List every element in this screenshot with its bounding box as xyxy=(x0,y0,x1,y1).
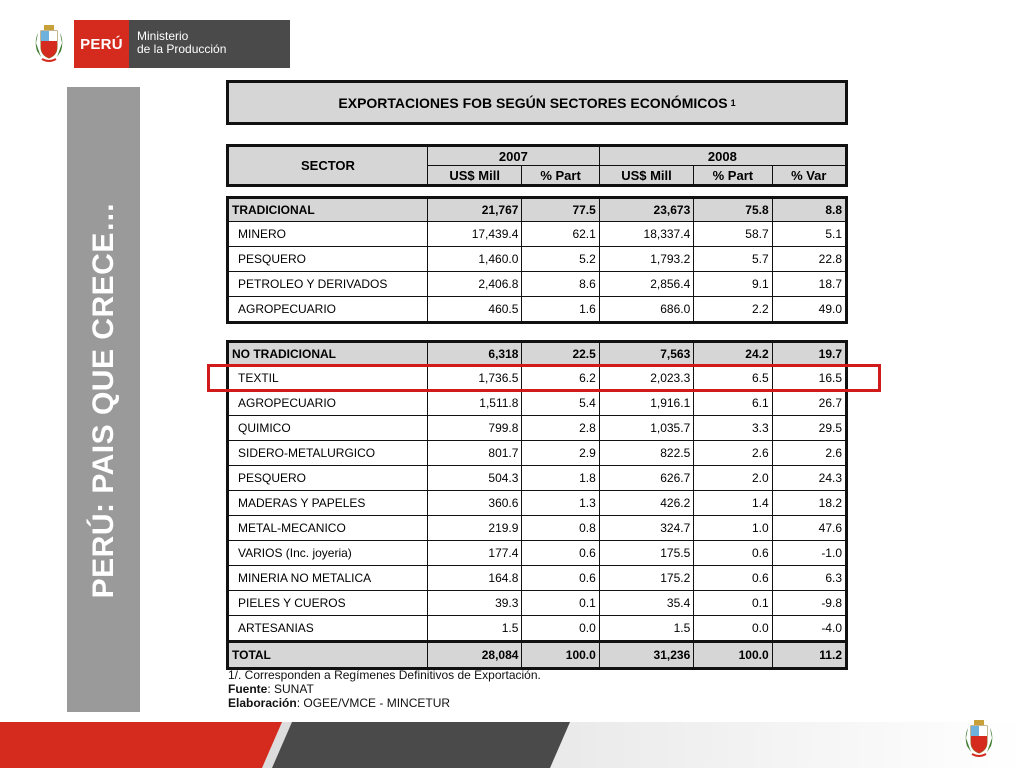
table-row xyxy=(228,516,847,541)
cell-part2008: 0.6 xyxy=(694,566,772,591)
cell-us2008: 2,856.4 xyxy=(599,272,693,297)
table-row xyxy=(228,247,847,272)
source-label: Fuente xyxy=(228,682,268,696)
table-row xyxy=(228,491,847,516)
total-var: 11.2 xyxy=(772,642,846,669)
cell-us2008: 626.7 xyxy=(599,466,693,491)
table-title xyxy=(226,80,848,125)
cell-part2008: 75.8 xyxy=(694,198,772,222)
cell-us2007: 801.7 xyxy=(427,441,521,466)
cell-sector: PESQUERO xyxy=(228,466,428,491)
cell-part2007: 2.8 xyxy=(522,416,599,441)
cell-us2007: 504.3 xyxy=(427,466,521,491)
total-us2007: 28,084 xyxy=(427,642,521,669)
cell-part2008: 9.1 xyxy=(694,272,772,297)
cell-sector: PIELES Y CUEROS xyxy=(228,591,428,616)
table-row xyxy=(228,591,847,616)
table-row xyxy=(228,391,847,416)
cell-us2008: 426.2 xyxy=(599,491,693,516)
cell-var: 2.6 xyxy=(772,441,846,466)
header-part-2007: % Part xyxy=(522,166,599,186)
cell-part2007: 22.5 xyxy=(522,342,599,366)
side-banner xyxy=(67,87,140,712)
cell-us2007: 21,767 xyxy=(427,198,521,222)
cell-sector: ARTESANIAS xyxy=(228,616,428,642)
cell-us2008: 1,793.2 xyxy=(599,247,693,272)
table-total xyxy=(226,640,848,670)
cell-part2008: 24.2 xyxy=(694,342,772,366)
cell-us2007: 177.4 xyxy=(427,541,521,566)
cell-var: 19.7 xyxy=(772,342,846,366)
table-header xyxy=(226,144,848,187)
cell-var: 22.8 xyxy=(772,247,846,272)
cell-var: 26.7 xyxy=(772,391,846,416)
header-part-2008: % Part xyxy=(694,166,772,186)
cell-part2008: 0.1 xyxy=(694,591,772,616)
header-year-2007: 2007 xyxy=(427,146,599,166)
footer-band xyxy=(0,722,1024,768)
cell-var: -9.8 xyxy=(772,591,846,616)
cell-part2008: 6.5 xyxy=(694,366,772,391)
cell-us2008: 822.5 xyxy=(599,441,693,466)
cell-part2008: 0.0 xyxy=(694,616,772,642)
cell-var: 29.5 xyxy=(772,416,846,441)
cell-us2007: 360.6 xyxy=(427,491,521,516)
cell-var: 18.2 xyxy=(772,491,846,516)
cell-us2007: 2,406.8 xyxy=(427,272,521,297)
cell-us2008: 175.5 xyxy=(599,541,693,566)
cell-part2008: 3.3 xyxy=(694,416,772,441)
cell-part2007: 77.5 xyxy=(522,198,599,222)
table-row xyxy=(228,466,847,491)
elaboration-value: : OGEE/VMCE - MINCETUR xyxy=(296,696,451,710)
cell-var: 6.3 xyxy=(772,566,846,591)
note-elaboration xyxy=(228,696,541,710)
cell-part2007: 0.0 xyxy=(522,616,599,642)
cell-sector: AGROPECUARIO xyxy=(228,297,428,323)
cell-var: 8.8 xyxy=(772,198,846,222)
header-year-2008: 2008 xyxy=(599,146,846,166)
cell-part2007: 1.6 xyxy=(522,297,599,323)
cell-part2007: 8.6 xyxy=(522,272,599,297)
note-1: 1/. Corresponden a Regímenes Definitivos de Exportación. xyxy=(228,668,541,682)
cell-var: 49.0 xyxy=(772,297,846,323)
cell-us2007: 164.8 xyxy=(427,566,521,591)
source-value: : SUNAT xyxy=(267,682,314,696)
cell-part2007: 62.1 xyxy=(522,222,599,247)
table-notes xyxy=(228,668,541,710)
cell-us2007: 6,318 xyxy=(427,342,521,366)
cell-part2008: 1.4 xyxy=(694,491,772,516)
header-us-2007: US$ Mill xyxy=(427,166,521,186)
cell-sector: PETROLEO Y DERIVADOS xyxy=(228,272,428,297)
cell-sector: QUIMICO xyxy=(228,416,428,441)
cell-us2007: 1.5 xyxy=(427,616,521,642)
cell-us2008: 175.2 xyxy=(599,566,693,591)
cell-var: -4.0 xyxy=(772,616,846,642)
cell-part2007: 0.8 xyxy=(522,516,599,541)
cell-var: 47.6 xyxy=(772,516,846,541)
table-row xyxy=(228,566,847,591)
cell-var: 18.7 xyxy=(772,272,846,297)
header-us-2008: US$ Mill xyxy=(599,166,693,186)
table-title-text: EXPORTACIONES FOB SEGÚN SECTORES ECONÓMICOS xyxy=(338,94,728,111)
cell-sector: AGROPECUARIO xyxy=(228,391,428,416)
cell-sector: NO TRADICIONAL xyxy=(228,342,428,366)
cell-part2007: 2.9 xyxy=(522,441,599,466)
cell-sector: PESQUERO xyxy=(228,247,428,272)
note-source xyxy=(228,682,541,696)
cell-us2007: 460.5 xyxy=(427,297,521,323)
total-sector: TOTAL xyxy=(228,642,428,669)
header-var: % Var xyxy=(772,166,846,186)
total-part2008: 100.0 xyxy=(694,642,772,669)
cell-part2008: 2.0 xyxy=(694,466,772,491)
cell-sector: TEXTIL xyxy=(228,366,428,391)
table-row-total xyxy=(228,642,847,669)
cell-part2008: 0.6 xyxy=(694,541,772,566)
cell-part2007: 6.2 xyxy=(522,366,599,391)
cell-us2008: 35.4 xyxy=(599,591,693,616)
cell-part2008: 2.2 xyxy=(694,297,772,323)
table-row xyxy=(228,416,847,441)
cell-sector: MINERO xyxy=(228,222,428,247)
cell-us2008: 1.5 xyxy=(599,616,693,642)
coat-of-arms-icon xyxy=(32,23,66,63)
cell-part2007: 0.6 xyxy=(522,541,599,566)
cell-us2008: 1,916.1 xyxy=(599,391,693,416)
brand-ministry xyxy=(129,20,290,68)
cell-sector: MINERIA NO METALICA xyxy=(228,566,428,591)
cell-sector: TRADICIONAL xyxy=(228,198,428,222)
cell-us2007: 1,736.5 xyxy=(427,366,521,391)
cell-part2008: 6.1 xyxy=(694,391,772,416)
cell-var: -1.0 xyxy=(772,541,846,566)
cell-sector: SIDERO-METALURGICO xyxy=(228,441,428,466)
cell-us2007: 1,511.8 xyxy=(427,391,521,416)
ministry-logo xyxy=(74,20,290,68)
cell-sector: VARIOS (Inc. joyeria) xyxy=(228,541,428,566)
cell-us2008: 324.7 xyxy=(599,516,693,541)
cell-part2007: 5.4 xyxy=(522,391,599,416)
total-part2007: 100.0 xyxy=(522,642,599,669)
elaboration-label: Elaboración xyxy=(228,696,297,710)
table-row xyxy=(228,272,847,297)
table-row xyxy=(228,541,847,566)
cell-us2008: 686.0 xyxy=(599,297,693,323)
cell-us2007: 1,460.0 xyxy=(427,247,521,272)
cell-us2007: 39.3 xyxy=(427,591,521,616)
cell-us2008: 7,563 xyxy=(599,342,693,366)
cell-us2008: 2,023.3 xyxy=(599,366,693,391)
cell-us2007: 799.8 xyxy=(427,416,521,441)
cell-us2008: 23,673 xyxy=(599,198,693,222)
cell-part2008: 58.7 xyxy=(694,222,772,247)
cell-var: 24.3 xyxy=(772,466,846,491)
total-us2008: 31,236 xyxy=(599,642,693,669)
cell-part2008: 1.0 xyxy=(694,516,772,541)
cell-var: 5.1 xyxy=(772,222,846,247)
cell-part2007: 1.8 xyxy=(522,466,599,491)
side-banner-text: PERÚ: PAIS QUE CRECE… xyxy=(86,201,120,598)
table-row xyxy=(228,222,847,247)
table-row xyxy=(228,441,847,466)
cell-sector: METAL-MECANICO xyxy=(228,516,428,541)
table-row xyxy=(228,297,847,323)
cell-us2008: 1,035.7 xyxy=(599,416,693,441)
brand-ministry-line2: de la Producción xyxy=(137,42,227,56)
header-sector: SECTOR xyxy=(228,146,428,186)
cell-part2007: 0.6 xyxy=(522,566,599,591)
brand-country: PERÚ xyxy=(74,20,129,68)
cell-us2007: 17,439.4 xyxy=(427,222,521,247)
cell-part2007: 0.1 xyxy=(522,591,599,616)
textil-highlight-box xyxy=(207,364,881,392)
cell-var: 16.5 xyxy=(772,366,846,391)
cell-us2007: 219.9 xyxy=(427,516,521,541)
table-traditional xyxy=(226,196,848,324)
cell-sector: MADERAS Y PAPELES xyxy=(228,491,428,516)
coat-of-arms-icon xyxy=(962,718,996,758)
cell-part2007: 5.2 xyxy=(522,247,599,272)
cell-part2007: 1.3 xyxy=(522,491,599,516)
cell-part2008: 2.6 xyxy=(694,441,772,466)
cell-part2008: 5.7 xyxy=(694,247,772,272)
table-title-note: 1 xyxy=(730,97,736,108)
table-row xyxy=(228,616,847,642)
table-row xyxy=(228,198,847,222)
cell-us2008: 18,337.4 xyxy=(599,222,693,247)
brand-ministry-line1: Ministerio xyxy=(137,29,189,43)
table-row xyxy=(228,342,847,366)
